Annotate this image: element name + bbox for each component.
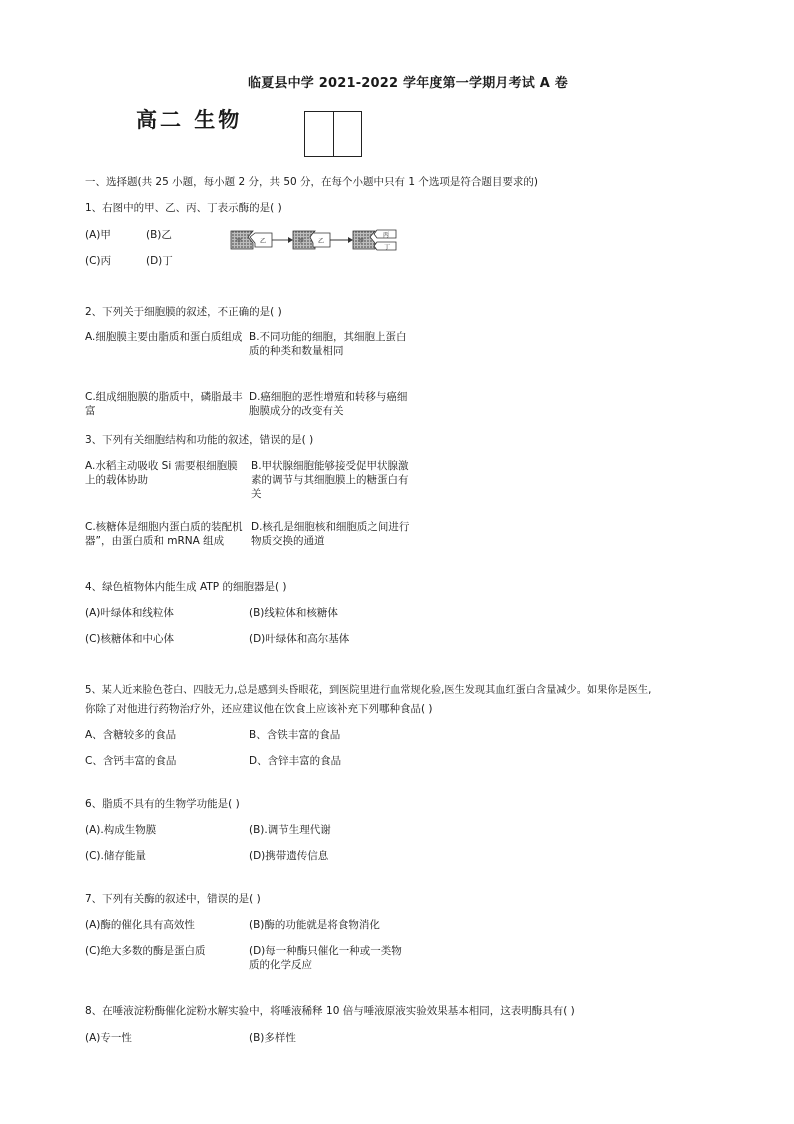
q5-stem-line1: 5、某人近来脸色苍白、四肢无力,总是感到头昏眼花，到医院里进行血常规化验,医生发现其血红蛋白含量减少。如果你是医生, <box>85 685 652 696</box>
q4-option-c: (C)核糖体和中心体 <box>85 633 175 645</box>
product-block-2 <box>374 242 396 251</box>
enzyme-label-3: 甲 <box>358 238 365 245</box>
q5-stem-line2: 你除了对他进行药物治疗外，还应建议他在饮食上应该补充下列哪种食品( ) <box>85 703 433 715</box>
arrow-head-1 <box>288 237 293 243</box>
q4-stem: 4、绿色植物体内能生成 ATP 的细胞器是( ) <box>85 581 287 593</box>
enzyme-label-1: 甲 <box>236 238 243 245</box>
q2-option-a: A.细胞膜主要由脂质和蛋白质组成 <box>85 331 243 343</box>
q1-option-d: (D)丁 <box>146 255 173 267</box>
q7-option-a: (A)酶的催化具有高效性 <box>85 919 195 931</box>
q3-option-b: B.甲状腺细胞能够接受促甲状腺激素的调节与其细胞膜上的糖蛋白有关 <box>251 460 409 500</box>
product-block-1 <box>374 230 396 239</box>
seat-number-box <box>304 111 362 157</box>
substrate-label-2: 乙 <box>318 238 325 245</box>
subject-title: 高二 生物 <box>136 108 243 132</box>
q3-option-a: A.水稻主动吸收 Si 需要根细胞膜上的载体协助 <box>85 460 238 486</box>
q6-option-a: (A).构成生物膜 <box>85 824 157 836</box>
q7-option-c: (C)绝大多数的酶是蛋白质 <box>85 945 206 957</box>
q5-option-d: D、含锌丰富的食品 <box>249 755 342 767</box>
q3-option-c: C.核糖体是细胞内蛋白质的装配机器”，由蛋白质和 mRNA 组成 <box>85 521 243 547</box>
q5-option-c: C、含钙丰富的食品 <box>85 755 177 767</box>
exam-title: 临夏县中学 2021-2022 学年度第一学期月考试 A 卷 <box>248 76 568 91</box>
q3-option-d: D.核孔是细胞核和细胞质之间进行物质交换的通道 <box>251 521 410 547</box>
product-label-1: 丙 <box>383 232 390 239</box>
q7-option-d: (D)每一种酶只催化一种或一类物质的化学反应 <box>249 945 402 971</box>
enzyme-diagram <box>226 228 402 256</box>
arrow-head-2 <box>348 237 353 243</box>
q1-option-b: (B)乙 <box>146 229 172 241</box>
q8-option-b: (B)多样性 <box>249 1032 296 1044</box>
enzyme-block-1 <box>231 231 253 249</box>
q3-stem: 3、下列有关细胞结构和功能的叙述，错误的是( ) <box>85 434 314 446</box>
q5-option-b: B、含铁丰富的食品 <box>249 729 341 741</box>
q1-option-a: (A)甲 <box>85 229 111 241</box>
substrate-block-2 <box>310 233 330 247</box>
q2-option-d: D.癌细胞的恶性增殖和转移与癌细胞膜成分的改变有关 <box>249 391 408 417</box>
q1-option-c: (C)丙 <box>85 255 112 267</box>
q6-stem: 6、脂质不具有的生物学功能是( ) <box>85 798 240 810</box>
q5-option-a: A、含糖较多的食品 <box>85 729 177 741</box>
q4-option-a: (A)叶绿体和线粒体 <box>85 607 174 619</box>
q8-option-a: (A)专一性 <box>85 1032 132 1044</box>
section-heading: 一、选择题(共 25 小题，每小题 2 分，共 50 分，在每个小题中只有 1 个选项是符合题目要求的) <box>85 176 538 188</box>
q7-option-b: (B)酶的功能就是将食物消化 <box>249 919 380 931</box>
q6-option-d: (D)携带遗传信息 <box>249 850 329 862</box>
q4-option-b: (B)线粒体和核糖体 <box>249 607 338 619</box>
substrate-label-1: 乙 <box>260 238 267 245</box>
q2-option-b: B.不同功能的细胞，其细胞上蛋白质的种类和数量相同 <box>249 331 407 357</box>
q7-stem: 7、下列有关酶的叙述中，错误的是( ) <box>85 893 261 905</box>
enzyme-block-3 <box>353 231 375 249</box>
q4-option-d: (D)叶绿体和高尔基体 <box>249 633 350 645</box>
q6-option-c: (C).储存能量 <box>85 850 146 862</box>
q2-stem: 2、下列关于细胞膜的叙述，不正确的是( ) <box>85 306 282 318</box>
enzyme-label-2: 甲 <box>298 238 305 245</box>
q8-stem: 8、在唾液淀粉酶催化淀粉水解实验中，将唾液稀释 10 倍与唾液原液实验效果基本相同，这表明酶具有( ) <box>85 1005 575 1017</box>
product-label-2: 丁 <box>384 244 391 251</box>
q6-option-b: (B).调节生理代谢 <box>249 824 331 836</box>
q2-option-c: C.组成细胞膜的脂质中，磷脂最丰富 <box>85 391 243 417</box>
q1-stem: 1、右图中的甲、乙、丙、丁表示酶的是( ) <box>85 202 282 214</box>
